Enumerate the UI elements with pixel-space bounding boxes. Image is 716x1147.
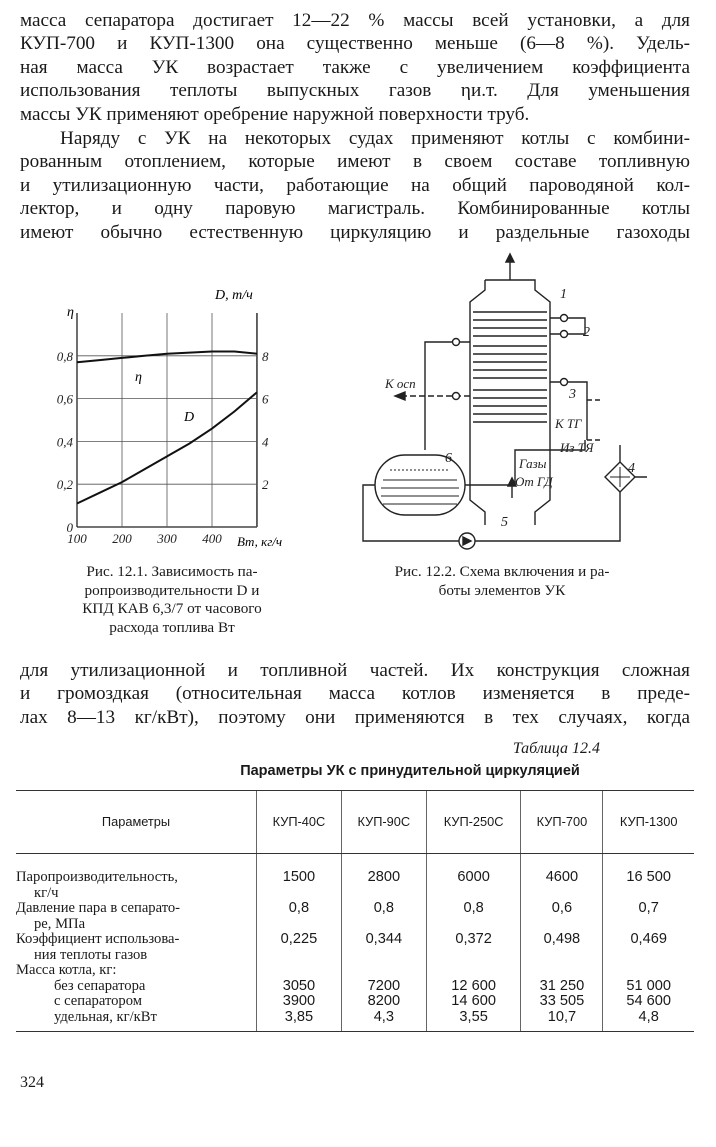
value-cell: 1500	[257, 854, 342, 902]
label-2: 2	[583, 325, 590, 340]
value-text: 10,7	[547, 1008, 577, 1025]
y2-tick-label: 6	[262, 391, 269, 407]
value-cell: 0,8	[426, 901, 521, 932]
y2-tick-label: 4	[262, 434, 269, 450]
caption-line: ропроизводительности D и	[84, 581, 260, 599]
value-cell	[341, 963, 426, 979]
caption-line: расхода топлива Bт	[109, 618, 235, 636]
paragraph-3	[20, 659, 690, 729]
text-line: лах 8—13 кг/кВт), поэтому они применяются в тех случаях, когда	[20, 706, 690, 728]
y-tick-label: 0	[66, 520, 73, 535]
label-3: 3	[569, 387, 576, 402]
text-line: имеют обычно естественную циркуляцию и раздельные газоходы	[20, 221, 690, 243]
page-number: 324	[20, 1074, 44, 1091]
param-cell	[16, 854, 257, 902]
value-text: 3,85	[284, 1008, 314, 1025]
arrow-head	[395, 392, 405, 400]
feed-line	[587, 400, 603, 440]
text-line: масса сепаратора достигает 12—22 % массы всей установки, а для	[20, 10, 690, 31]
value-cell	[341, 979, 426, 1032]
label-gases: Газы	[519, 456, 547, 471]
pipe-node	[561, 331, 568, 338]
text-line: использования теплоты выпускных газов ηи.т. Для уменьшения	[20, 80, 690, 102]
x-tick-label: 100	[67, 531, 87, 546]
column-header: Параметры	[16, 791, 257, 854]
value-text: 4,8	[638, 1008, 659, 1025]
column-header: КУП-250С	[426, 791, 521, 854]
d-curve-label: D	[184, 410, 195, 425]
table-row	[16, 932, 694, 963]
table-title: Параметры УК с принудительной циркуляцией	[240, 763, 580, 779]
value-text: 3900	[282, 993, 316, 1009]
x-tick-label: 200	[112, 531, 132, 546]
param-text: кг/ч	[34, 884, 59, 901]
y-tick-label: 0,8	[56, 348, 73, 364]
value-cell: 0,8	[257, 901, 342, 932]
table-label: Таблица 12.4	[512, 740, 600, 757]
caption-line: боты элементов УК	[438, 581, 566, 599]
text-line: лектор, и одну паровую магистраль. Комбинированные котлы	[20, 198, 690, 220]
value-cell	[257, 963, 342, 979]
value-cell: 0,372	[426, 932, 521, 963]
paragraph-2	[20, 127, 690, 244]
column-header: КУП-1300	[603, 791, 694, 854]
value-text: 31 250	[539, 977, 585, 994]
value-cell: 0,8	[341, 901, 426, 932]
value-text: 51 000	[626, 977, 672, 994]
y-tick-label: 0,4	[56, 434, 73, 450]
parameters-table	[16, 790, 694, 1032]
heating-coils	[473, 312, 547, 422]
value-cell: 16 500	[603, 854, 694, 902]
value-text: 7200	[367, 977, 401, 994]
column-header: КУП-700	[521, 791, 603, 854]
param-text: ния теплоты газов	[34, 946, 148, 963]
x-tick-label: 400	[202, 531, 222, 546]
figure-12-2-caption	[352, 563, 652, 600]
value-cell: 0,7	[603, 901, 694, 932]
label-5: 5	[501, 515, 508, 530]
value-cell	[603, 963, 694, 979]
value-cell	[257, 979, 342, 1032]
value-text: 3,55	[459, 1008, 488, 1025]
value-cell	[426, 963, 521, 979]
arrow-head	[506, 254, 514, 262]
x-axis-label: Bт, кг/ч	[237, 534, 283, 549]
param-text: ре, МПа	[34, 915, 86, 932]
param-cell	[16, 963, 257, 979]
text-line: для утилизационной и топливной частей. Их конструкция сложная	[20, 660, 690, 681]
line-chart	[45, 265, 305, 565]
pipe-node	[453, 339, 460, 346]
value-text: 8200	[367, 993, 401, 1009]
value-text: 54 600	[626, 993, 672, 1009]
table-header-row	[16, 791, 694, 854]
param-text: Паропроизводительность,	[16, 869, 178, 885]
param-cell	[16, 932, 257, 963]
value-cell: 4600	[521, 854, 603, 902]
param-cell	[16, 901, 257, 932]
label-from-gd: От ГД	[515, 474, 553, 489]
text-line: массы УК применяют оребрение наружной поверхности труб.	[20, 103, 530, 125]
value-cell: 0,225	[257, 932, 342, 963]
right-axis-label: D, т/ч	[215, 288, 253, 303]
text-line: КУП-700 и КУП-1300 она существенно меньше (6—8 %). Удель-	[20, 33, 690, 55]
value-cell: 0,344	[341, 932, 426, 963]
value-cell: 2800	[341, 854, 426, 902]
value-cell	[426, 979, 521, 1032]
pipe-loop	[550, 318, 585, 334]
pipe-node	[453, 393, 460, 400]
y2-tick-label: 2	[262, 477, 269, 493]
label-4: 4	[628, 461, 635, 476]
value-cell	[521, 963, 603, 979]
column-header: КУП-90С	[341, 791, 426, 854]
table-row	[16, 854, 694, 902]
label-6: 6	[445, 451, 452, 466]
param-text: Масса котла, кг:	[16, 962, 117, 978]
value-cell	[521, 979, 603, 1032]
value-cell: 0,498	[521, 932, 603, 963]
paragraph-1	[20, 9, 690, 126]
text-line: и утилизационную части, работающие на общий пароводяной кол-	[20, 174, 690, 196]
pipe-node	[561, 379, 568, 386]
value-text: 12 600	[451, 977, 496, 994]
value-cell: 6000	[426, 854, 521, 902]
value-text: 14 600	[451, 993, 496, 1009]
param-text: Коэффициент использова-	[16, 931, 180, 947]
x-tick-label: 300	[157, 531, 177, 546]
y-tick-label: 0,6	[56, 391, 73, 407]
caption-line: Рис. 12.2. Схема включения и ра-	[394, 563, 610, 580]
param-text: без сепаратора	[54, 977, 146, 994]
caption-line: КПД КАВ 6,3/7 от часового	[82, 600, 262, 617]
figure-12-2-schematic	[355, 250, 655, 560]
y-tick-label: 0,2	[56, 477, 73, 493]
value-cell	[603, 979, 694, 1032]
table-row	[16, 963, 694, 979]
text-line: рованным отоплением, которые имеют в своем составе топливную	[20, 151, 690, 173]
label-k-tg: К ТГ	[555, 416, 582, 431]
figure-12-1-chart	[45, 265, 305, 565]
value-text: 33 505	[539, 993, 585, 1009]
param-text: с сепаратором	[54, 993, 142, 1009]
param-cell	[16, 979, 257, 1032]
pipe-node	[561, 315, 568, 322]
label-k-osp: К осп	[385, 376, 416, 391]
left-axis-label: η	[67, 305, 74, 320]
value-text: 3050	[282, 977, 316, 994]
caption-line: Рис. 12.1. Зависимость па-	[86, 563, 258, 580]
table-row	[16, 979, 694, 1032]
value-text: 4,3	[373, 1008, 394, 1025]
text-line: Наряду с УК на некоторых судах применяют котлы с комбини-	[60, 128, 690, 149]
column-header: КУП-40С	[257, 791, 342, 854]
text-line: и громоздкая (относительная масса котлов изменяется в преде-	[20, 683, 690, 705]
label-1: 1	[560, 287, 567, 302]
eta-curve-label: η	[135, 370, 142, 385]
figure-12-1-caption	[52, 563, 292, 637]
table-row	[16, 901, 694, 932]
param-text: Давление пара в сепарато-	[16, 900, 181, 916]
value-cell: 0,469	[603, 932, 694, 963]
boiler-schematic	[355, 250, 655, 560]
text-line: ная масса УК возрастает также с увеличением коэффициента	[20, 56, 690, 78]
label-iz-tya: Из ТЯ	[560, 440, 594, 455]
y2-tick-label: 8	[262, 348, 269, 364]
param-text: удельная, кг/кВт	[54, 1008, 157, 1025]
value-cell: 0,6	[521, 901, 603, 932]
